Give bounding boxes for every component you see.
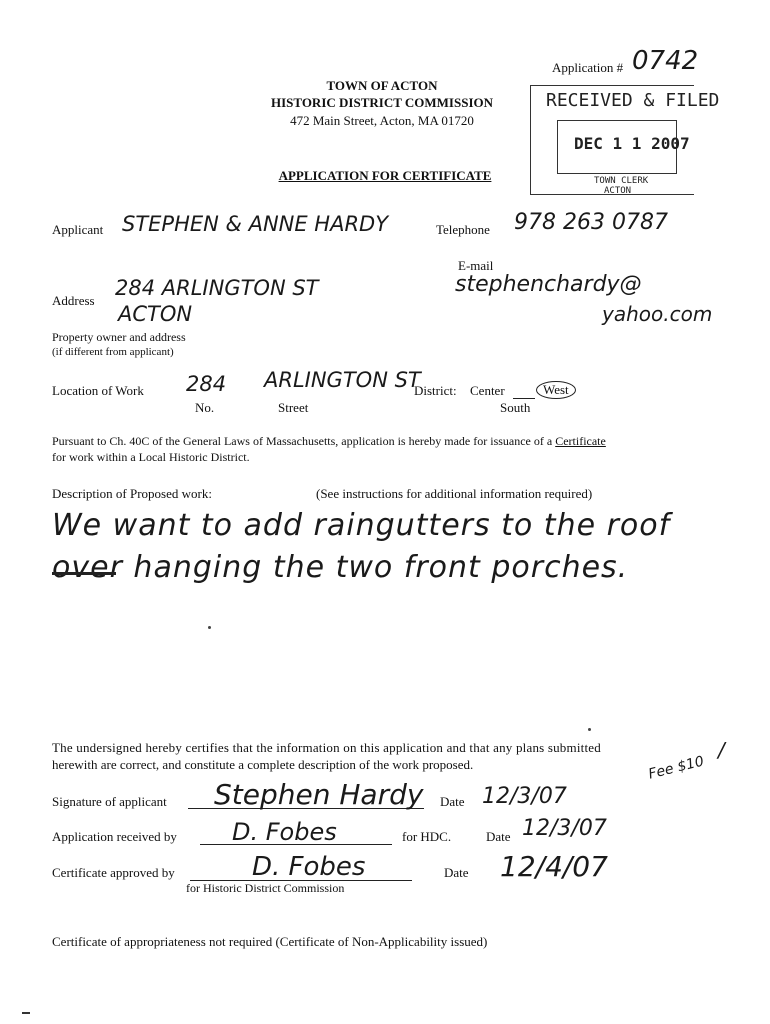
location-street-label: Street xyxy=(278,400,309,415)
description-label: Description of Proposed work: xyxy=(52,486,212,501)
owner-sublabel: (if different from applicant) xyxy=(52,346,174,358)
applicant-signature-label: Signature of applicant xyxy=(52,794,167,809)
telephone-value: 978 263 0787 xyxy=(514,210,668,235)
scan-speck xyxy=(588,728,591,731)
application-number-value: 0742 xyxy=(632,46,699,76)
document-title: APPLICATION FOR CERTIFICATE xyxy=(278,168,492,183)
email-label: E-mail xyxy=(458,258,494,273)
description-line1: We want to add raingutters to the roof xyxy=(52,508,671,543)
address-line2: ACTON xyxy=(118,302,193,326)
pursuant-text-line1: Pursuant to Ch. 40C of the General Laws of Massachusetts, application is hereby made for issuance of a Certificate xyxy=(52,434,606,448)
address-label: Address xyxy=(52,293,95,308)
received-by-label: Application received by xyxy=(52,829,177,844)
district-south-option: South xyxy=(500,400,531,415)
email-value-line2: yahoo.com xyxy=(602,302,713,326)
received-date-label: Date xyxy=(486,829,511,844)
check-mark: / xyxy=(718,738,725,762)
strikethrough-mark xyxy=(52,572,116,575)
for-hdc-label: for HDC. xyxy=(402,829,452,844)
received-by-signature: D. Fobes xyxy=(232,818,337,846)
description-line2: over hanging the two front porches. xyxy=(52,550,629,585)
applicant-date: 12/3/07 xyxy=(482,784,567,809)
stamp-received-text: RECEIVED & FILED xyxy=(546,90,720,111)
location-label: Location of Work xyxy=(52,383,144,398)
for-commission-label: for Historic District Commission xyxy=(186,881,345,895)
owner-label: Property owner and address xyxy=(52,330,186,344)
stamp-clerk-line1: TOWN CLERK xyxy=(594,176,649,186)
certify-line2: herewith are correct, and constitute a complete description of the work proposed. xyxy=(52,757,474,772)
received-date: 12/3/07 xyxy=(522,816,607,841)
telephone-label: Telephone xyxy=(436,222,490,237)
location-number: 284 xyxy=(186,372,227,396)
pursuant-text-line2: for work within a Local Historic District. xyxy=(52,450,250,464)
address-line1: 284 ARLINGTON ST xyxy=(115,276,319,300)
fee-note: Fee $10 xyxy=(646,753,706,783)
scan-speck xyxy=(208,626,211,629)
stamp-clerk-line2: ACTON xyxy=(604,186,632,196)
applicant-value: STEPHEN & ANNE HARDY xyxy=(122,212,389,236)
district-center-option: Center xyxy=(470,383,505,398)
approved-by-signature: D. Fobes xyxy=(252,852,366,882)
district-west-circled: West xyxy=(536,381,576,399)
district-label: District: xyxy=(414,383,457,398)
district-west-option xyxy=(536,381,576,399)
org-name: TOWN OF ACTON xyxy=(326,78,438,93)
stamp-date: DEC 1 1 2007 xyxy=(574,134,690,153)
org-address: 472 Main Street, Acton, MA 01720 xyxy=(290,113,474,128)
approved-by-label: Certificate approved by xyxy=(52,865,175,880)
applicant-date-label: Date xyxy=(440,794,465,809)
applicant-signature: Stephen Hardy xyxy=(214,778,424,811)
scan-edge-mark xyxy=(22,1012,30,1014)
not-required-text: Certificate of appropriateness not required (Certificate of Non-Applicability issued) xyxy=(52,934,488,949)
location-street: ARLINGTON ST xyxy=(264,368,421,392)
description-instructions: (See instructions for additional information required) xyxy=(316,486,593,501)
org-commission: HISTORIC DISTRICT COMMISSION xyxy=(270,95,494,110)
certificate-term: Certificate xyxy=(555,434,606,448)
applicant-label: Applicant xyxy=(52,222,104,237)
location-no-label: No. xyxy=(195,400,215,415)
approved-date-label: Date xyxy=(444,865,469,880)
application-number-label: Application # xyxy=(552,60,624,75)
email-value-line1: stephenchardy@ xyxy=(455,272,642,297)
certify-line1: The undersigned hereby certifies that the information on this application and that any plans submitted xyxy=(52,740,601,755)
approved-date: 12/4/07 xyxy=(500,850,608,883)
